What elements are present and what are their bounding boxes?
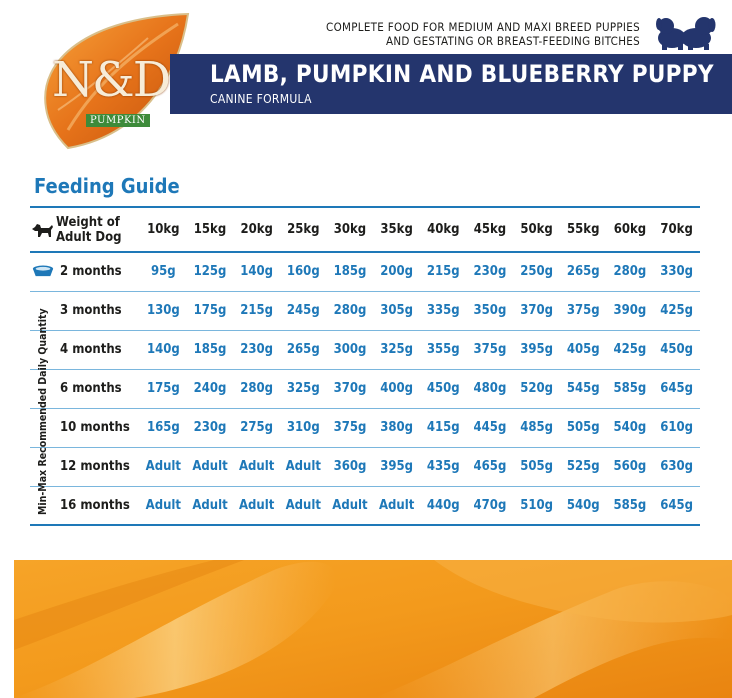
age-cell (30, 252, 140, 291)
weight-column-header: 60kg (613, 222, 647, 237)
weight-header-cell (30, 207, 140, 252)
table-row (30, 252, 700, 291)
weight-header-label (56, 215, 122, 245)
daily-quantity-cell: Adult (285, 459, 321, 474)
daily-quantity-cell: 245g (286, 303, 320, 318)
table-row (30, 447, 700, 486)
daily-quantity-cell: 325g (286, 381, 320, 396)
daily-quantity-cell: 415g (426, 420, 460, 435)
daily-quantity-cell: 510g (520, 497, 553, 513)
daily-quantity-cell: 520g (520, 381, 553, 396)
age-label: 16 months (60, 497, 130, 513)
weight-column-header: 40kg (427, 222, 460, 237)
daily-quantity-cell: 370g (520, 303, 553, 318)
table-row (30, 408, 700, 447)
daily-quantity-cell: 435g (426, 459, 460, 474)
daily-quantity-cell: 425g (613, 342, 647, 357)
daily-quantity-cell: 335g (426, 303, 460, 318)
daily-quantity-cell: Adult (145, 497, 182, 513)
pumpkin-texture-image (14, 560, 732, 698)
weight-column-header: 10kg (147, 222, 180, 237)
daily-quantity-cell: 300g (333, 342, 367, 357)
table-row (30, 369, 700, 408)
daily-quantity-cell: 400g (380, 381, 414, 396)
daily-quantity-cell: 125g (193, 264, 227, 280)
daily-quantity-cell: 375g (566, 303, 600, 318)
daily-quantity-cell: 375g (473, 342, 507, 357)
daily-quantity-cell: 215g (426, 264, 460, 280)
daily-quantity-cell: 325g (380, 342, 414, 357)
daily-quantity-cell: 330g (660, 264, 694, 280)
daily-quantity-cell: Adult (378, 497, 415, 513)
feeding-guide-title: Feeding Guide (34, 174, 180, 198)
daily-quantity-cell: 175g (146, 381, 180, 396)
age-label: 10 months (60, 420, 130, 435)
daily-quantity-cell: 425g (660, 303, 694, 318)
daily-quantity-cell: 230g (473, 264, 507, 280)
daily-quantity-cell: 585g (613, 497, 647, 513)
daily-quantity-cell: 440g (426, 497, 460, 513)
daily-quantity-cell: 545g (566, 381, 600, 396)
product-title: LAMB, PUMPKIN AND BLUEBERRY PUPPY (210, 60, 714, 88)
logo-wordmark: N&D (52, 52, 170, 108)
daily-quantity-cell: 140g (146, 342, 180, 357)
daily-quantity-cell: 215g (240, 303, 274, 318)
daily-quantity-cell: 480g (473, 381, 507, 396)
daily-quantity-cell: 185g (193, 342, 227, 357)
feeding-guide-table (30, 206, 700, 526)
daily-quantity-cell: 355g (426, 342, 460, 357)
daily-quantity-cell: 280g (240, 381, 274, 396)
daily-quantity-cell: 645g (660, 381, 694, 396)
table-row (30, 330, 700, 369)
daily-quantity-cell: 130g (146, 303, 180, 318)
daily-quantity-cell: 450g (426, 381, 460, 396)
daily-quantity-cell: 265g (286, 342, 320, 357)
weight-column-header: 35kg (380, 222, 413, 237)
tagline-line-1: COMPLETE FOOD FOR MEDIUM AND MAXI BREED PUPPIES (326, 20, 640, 34)
product-subtitle: CANINE FORMULA (210, 92, 312, 106)
daily-quantity-cell: 140g (240, 264, 274, 280)
daily-quantity-cell: 380g (380, 420, 414, 435)
age-label: 6 months (60, 381, 122, 396)
weight-column-header: 45kg (473, 222, 507, 237)
daily-quantity-cell: 630g (660, 459, 694, 474)
dog-icon (30, 221, 54, 239)
weight-header-line-2: Adult Dog (56, 229, 122, 245)
daily-quantity-cell: 275g (240, 420, 274, 435)
daily-quantity-cell: 250g (520, 264, 553, 280)
weight-header-line-1: Weight of (56, 214, 120, 230)
weight-column-header: 20kg (240, 222, 273, 237)
daily-quantity-cell: 505g (566, 420, 600, 435)
daily-quantity-cell: 230g (240, 342, 274, 357)
daily-quantity-cell: 280g (613, 264, 647, 280)
daily-quantity-cell: 370g (333, 381, 367, 396)
daily-quantity-cell: 360g (333, 459, 367, 474)
daily-quantity-cell: 465g (473, 459, 507, 474)
daily-quantity-cell: 305g (380, 303, 414, 318)
daily-quantity-cell: Adult (192, 459, 228, 474)
age-label: 12 months (60, 459, 130, 474)
daily-quantity-cell: 165g (146, 420, 180, 435)
daily-quantity-cell: 265g (566, 264, 600, 280)
daily-quantity-cell: 540g (566, 497, 600, 513)
weight-column-header: 55kg (567, 222, 600, 237)
daily-quantity-cell: 375g (333, 420, 367, 435)
daily-quantity-cell: 585g (613, 381, 647, 396)
daily-quantity-cell: 160g (286, 264, 320, 280)
daily-quantity-cell: 310g (286, 420, 320, 435)
daily-quantity-cell: 240g (193, 381, 227, 396)
daily-quantity-cell: 200g (380, 264, 414, 280)
daily-quantity-cell: Adult (332, 497, 368, 513)
age-label: 2 months (60, 264, 122, 280)
daily-quantity-cell: 450g (660, 342, 694, 357)
table-row (30, 486, 700, 525)
daily-quantity-cell: 445g (473, 420, 507, 435)
daily-quantity-cell: 395g (380, 459, 414, 474)
weight-column-header: 70kg (660, 222, 693, 237)
weight-column-header: 25kg (287, 222, 320, 237)
daily-quantity-cell: 485g (520, 420, 553, 435)
daily-quantity-cell: 95g (151, 264, 176, 280)
daily-quantity-cell: 525g (566, 459, 600, 474)
daily-quantity-cell: 390g (613, 303, 647, 318)
daily-quantity-cell: 350g (473, 303, 507, 318)
daily-quantity-cell: Adult (238, 459, 275, 474)
daily-quantity-cell: 280g (333, 303, 367, 318)
weight-column-header: 15kg (193, 222, 227, 237)
daily-quantity-cell: Adult (285, 497, 321, 513)
food-bowl-icon (32, 265, 54, 278)
daily-quantity-cell: 560g (613, 459, 647, 474)
product-tagline (326, 20, 640, 48)
daily-quantity-cell: 230g (193, 420, 227, 435)
weight-column-header: 30kg (333, 222, 367, 237)
tagline-line-2: AND GESTATING OR BREAST-FEEDING BITCHES (386, 34, 640, 48)
age-label: 4 months (60, 342, 122, 357)
brand-logo (52, 52, 182, 126)
table-row (30, 291, 700, 330)
puppies-icon (652, 14, 718, 50)
product-title-bar (170, 54, 732, 114)
weight-column-header: 50kg (520, 222, 553, 237)
daily-quantity-cell: 185g (333, 264, 367, 280)
daily-quantity-cell: 405g (566, 342, 600, 357)
daily-quantity-cell: 395g (520, 342, 553, 357)
daily-quantity-cell: 505g (520, 459, 553, 474)
daily-quantity-cell: 610g (660, 420, 694, 435)
daily-quantity-cell: 645g (660, 497, 694, 513)
age-label: 3 months (60, 303, 122, 318)
daily-quantity-cell: Adult (145, 459, 182, 474)
daily-quantity-cell: 175g (193, 303, 227, 318)
table-header-row (30, 207, 700, 252)
daily-quantity-cell: 540g (613, 420, 647, 435)
vertical-axis-label: Min-Max Recommended Daily Quantity (37, 308, 49, 515)
daily-quantity-cell: 470g (473, 497, 507, 513)
daily-quantity-cell: Adult (238, 497, 275, 513)
logo-badge: PUMPKIN (86, 114, 150, 127)
daily-quantity-cell: Adult (192, 497, 228, 513)
